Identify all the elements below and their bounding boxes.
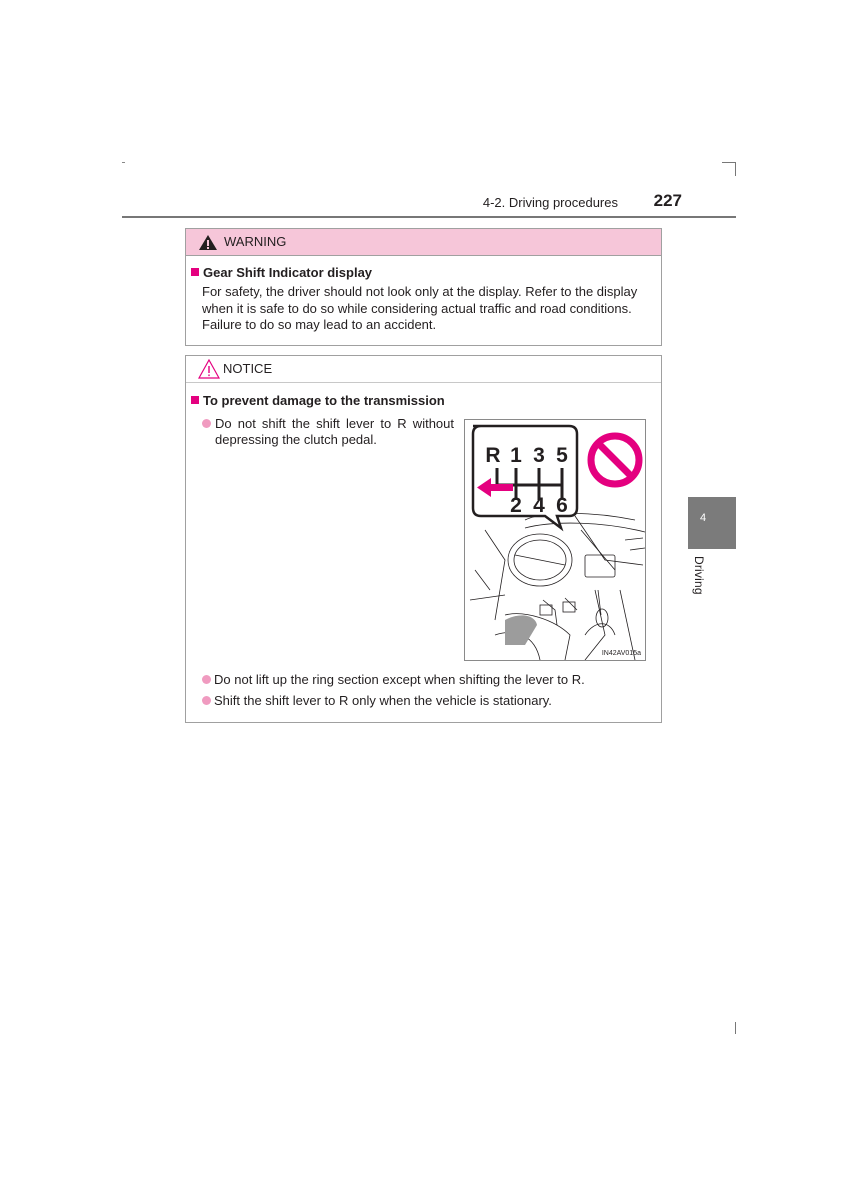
gear-label-5: 5 bbox=[556, 444, 568, 467]
round-bullet-icon bbox=[202, 675, 211, 684]
chapter-number: 4 bbox=[700, 512, 707, 524]
warning-header bbox=[186, 229, 661, 256]
gear-label-1: 1 bbox=[510, 444, 522, 467]
section-title: 4-2. Driving procedures bbox=[482, 195, 618, 210]
figure-code: IN42AV015a bbox=[601, 650, 641, 657]
notice-bullet-2: Do not lift up the ring section except when shifting the lever to R. bbox=[202, 672, 585, 688]
gear-label-2: 2 bbox=[510, 494, 522, 517]
prohibition-icon bbox=[591, 436, 639, 484]
square-bullet-icon bbox=[191, 268, 199, 276]
notice-box bbox=[185, 355, 662, 723]
warning-text: For safety, the driver should not look only at the display. Refer to the display when it is safe to do so while considering actual traffic and road conditions. Failure to do so may lead to an accident. bbox=[202, 284, 638, 332]
round-bullet-icon bbox=[202, 419, 211, 428]
page-number: 227 bbox=[653, 191, 682, 210]
round-bullet-icon bbox=[202, 696, 211, 705]
warning-box bbox=[185, 228, 662, 346]
page-header bbox=[122, 190, 736, 218]
warning-heading: Gear Shift Indicator display bbox=[191, 265, 372, 280]
chapter-label: Driving bbox=[692, 556, 706, 595]
crop-mark-bottom-right bbox=[735, 1022, 736, 1034]
warning-triangle-icon bbox=[198, 234, 218, 251]
notice-heading: To prevent damage to the transmission bbox=[191, 393, 445, 408]
warning-label: WARNING bbox=[224, 234, 287, 249]
caution-triangle-icon bbox=[198, 359, 220, 379]
crop-mark-top-right-vertical bbox=[735, 162, 736, 176]
gear-label-4: 4 bbox=[533, 494, 545, 517]
shift-pattern-figure bbox=[464, 419, 646, 661]
shift-illustration bbox=[465, 420, 646, 661]
notice-header bbox=[186, 356, 661, 383]
crop-mark-top-right bbox=[722, 162, 736, 163]
gear-label-3: 3 bbox=[533, 444, 545, 467]
gear-label-r: R bbox=[485, 444, 501, 467]
crop-mark-top-left bbox=[122, 162, 125, 163]
chapter-tab bbox=[688, 497, 736, 549]
gear-label-6: 6 bbox=[556, 494, 568, 517]
notice-label: NOTICE bbox=[223, 361, 273, 376]
square-bullet-icon bbox=[191, 396, 199, 404]
notice-bullet-3: Shift the shift lever to R only when the vehicle is stationary. bbox=[202, 693, 552, 709]
notice-bullet-1: Do not shift the shift lever to R without depressing the clutch pedal. bbox=[202, 416, 454, 448]
